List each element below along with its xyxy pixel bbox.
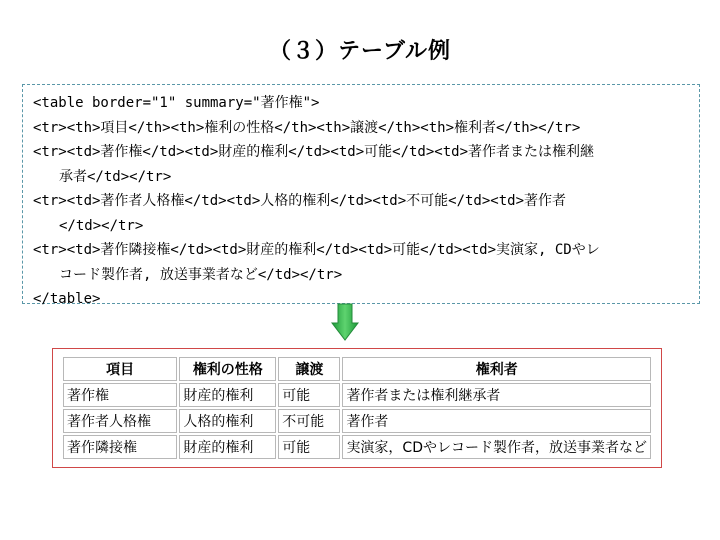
- table-row: [63, 409, 651, 433]
- header-cell-item: 項目: [63, 357, 177, 381]
- table-cell: 著作者人格権: [63, 409, 177, 433]
- header-cell-transfer: 譲渡: [278, 357, 340, 381]
- code-line: <tr><th>項目</th><th>権利の性格</th><th>譲渡</th><th>権利者</th></tr>: [33, 119, 581, 136]
- down-arrow-icon: [331, 303, 359, 341]
- table-cell: 財産的権利: [179, 383, 276, 407]
- table-cell: 可能: [278, 435, 340, 459]
- header-cell-holder: 権利者: [342, 357, 651, 381]
- code-line: </td></tr>: [59, 217, 144, 234]
- table-cell: 著作隣接権: [63, 435, 177, 459]
- rights-table: [61, 355, 653, 461]
- table-cell: 実演家，CDやレコード製作者，放送事業者など: [342, 435, 651, 459]
- code-line: コード製作者, 放送事業者など</td></tr>: [59, 266, 343, 283]
- table-cell: 財産的権利: [179, 435, 276, 459]
- table-cell: 著作者: [342, 409, 651, 433]
- code-line: <tr><td>著作権</td><td>財産的権利</td><td>可能</td><td>著作者または権利継: [33, 144, 595, 160]
- code-line: <table border="1" summary="著作権">: [33, 95, 320, 111]
- header-cell-nature: 権利の性格: [179, 357, 276, 381]
- table-cell: 著作権: [63, 383, 177, 407]
- table-cell: 可能: [278, 383, 340, 407]
- table-cell: 著作者または権利継承者: [342, 383, 651, 407]
- rendered-table-frame: [52, 348, 662, 468]
- slide-title: （３）テーブル例: [268, 39, 452, 64]
- code-line: </table>: [33, 291, 101, 307]
- table-cell: 不可能: [278, 409, 340, 433]
- code-line: <tr><td>著作隣接権</td><td>財産的権利</td><td>可能</td><td>実演家, CDやレ: [33, 242, 600, 258]
- table-row: [63, 383, 651, 407]
- code-line: <tr><td>著作者人格権</td><td>人格的権利</td><td>不可能</td><td>著作者: [33, 193, 567, 209]
- table-header-row: [63, 357, 651, 381]
- html-code-box: [22, 84, 700, 307]
- table-row: [63, 435, 651, 459]
- table-cell: 人格的権利: [179, 409, 276, 433]
- code-line: 承者</td></tr>: [59, 168, 172, 185]
